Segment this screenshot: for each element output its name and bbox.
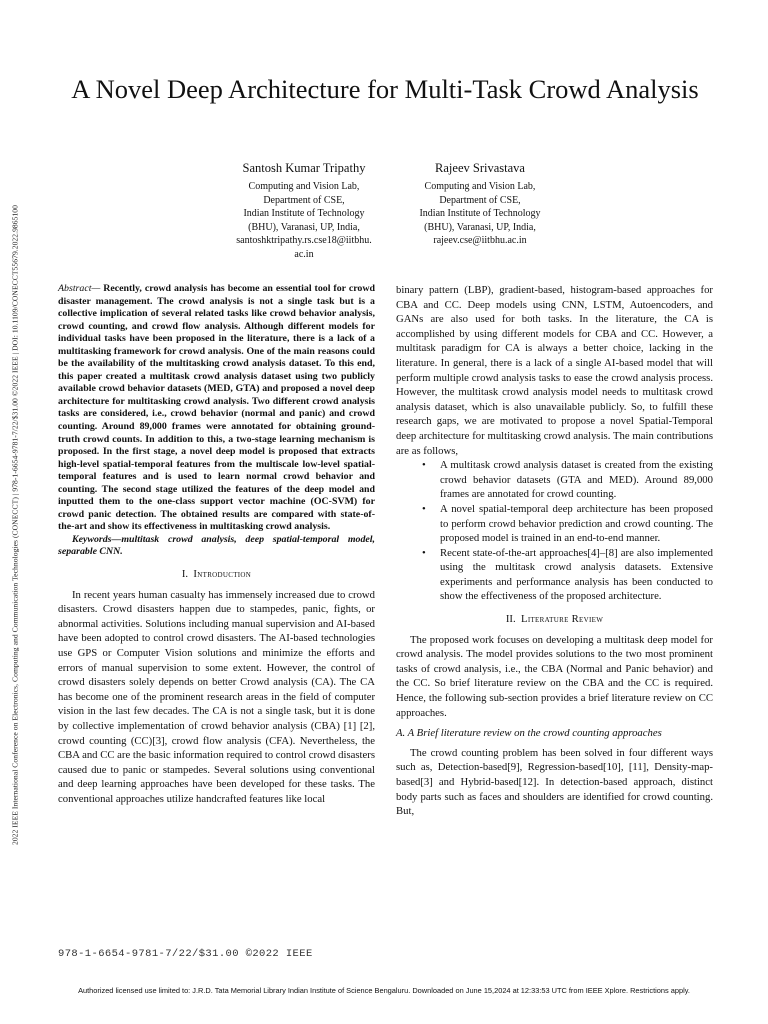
author-affiliation-line: Computing and Vision Lab,	[248, 181, 360, 192]
keywords	[58, 534, 375, 559]
author-email: santoshktripathy.rs.cse18@iitbhu.	[236, 235, 372, 247]
author-email: ac.in	[294, 248, 314, 260]
author-affiliation-line: Department of CSE,	[263, 194, 345, 206]
list-item: • A novel spatial-temporal deep architecture has been proposed to perform crowd behavior prediction and crowd counting. The proposed model is trained in an end-to-end manner.	[440, 502, 713, 546]
author-name: Santosh Kumar Tripathy	[242, 161, 366, 175]
section-number: II.	[505, 613, 516, 626]
contributions-list	[396, 458, 713, 604]
section-number: I.	[181, 568, 189, 581]
subsection-heading: A. A Brief literature review on the crowd counting approaches	[396, 727, 662, 740]
license-notice: Authorized licensed use limited to: J.R.D. Tata Memorial Library Indian Institute of Science Bengaluru. Downloaded on June 15,2024 at 12:33:53 UTC from IEEE Xplore. Restrictions apply.	[78, 986, 690, 995]
copyright-footer: 978-1-6654-9781-7/22/$31.00 ©2022 IEEE	[58, 948, 313, 960]
intro-paragraph: In recent years human casualty has immensely increased due to crowd disasters. Crowd disasters happen due to stampedes, panic, fights, or abnormal activities. Solutions including manual supervision and AI-based have been adopted to control crowd disasters. The AI-based technologies use GPS or Computer Vision solutions and minimize the efforts and errors of manual supervision to some extent. However, the control of crowd disasters solely depends on better Crowd analysis (CA). The CA has become one of the prominent research areas in the field of computer vision in the last few decades. The CA is not a single task, but it is done by collective implementation of crowd behavior analysis (CBA) [1] [2], crowd counting (CC)[3], crowd flow analysis (CFA). Nevertheless, the CBA and CC are the basic information required to control crowd disasters caused due to panic or stampedes. Several solutions using conventional and deep learning approaches have been developed for these tasks. The conventional approaches utilize handcrafted features like local	[58, 588, 375, 805]
author-affiliation-line: Indian Institute of Technology	[419, 208, 541, 220]
section-title: Introduction	[193, 568, 252, 581]
abstract-text: Recently, crowd analysis has become an essential tool for crowd disaster management. The crowd analysis is not a single task but is a collective implication of several related tasks like crowd behavior analysis, crowd counting, and crowd flow analysis. Although different models for individual tasks have been proposed in the literature, there is a lack of a multitasking framework for crowd analysis. One of the main reasons could be the availability of the multitasking crowd analysis dataset. To this end, this paper created a multitask crowd analysis dataset using two publicly available crowd behavior datasets (MED, GTA) and proposed a novel deep architecture for multitasking crowd analysis. Two different crowd analysis tasks are considered, i.e., crowd behavior (normal and panic) and crowd counting. Around 89,000 frames were annotated for obtaining ground-truth crowd counts. In addition to this, a two-stage learning mechanism is proposed. In the first stage, a novel deep model is proposed that extracts high-level spatial-temporal features from the multiscale low-level spatial-temporal features and is used to learn normal crowd behavior and counting. The second stage utilized the features of the deep model and inputted them to the one-class support vector machine (OC-SVM) for crowd panic detection. The obtained results are compared with state-of-the-art and show its effectiveness in multitasking crowd analysis.	[58, 283, 375, 533]
author-email: rajeev.cse@iitbhu.ac.in	[433, 235, 527, 247]
list-item: • A multitask crowd analysis dataset is created from the existing crowd behavior datasets (GTA and MED). Around 89,000 frames are annotated for crowd counting.	[440, 458, 713, 502]
abstract	[58, 283, 375, 534]
crowd-counting-paragraph: The crowd counting problem has been solved in four different ways such as, Detection-based[9], Regression-based[10], [11], Density-map-based[3] and Hybrid-based[12]. In detection-based approach, distinct body parts such as faces and shoulders are identified for crowd counting. But,	[396, 746, 713, 818]
literature-paragraph: The proposed work focuses on developing a multitask deep model for crowd analysis. The model provides solutions to the two most prominent tasks of crowd analysis, i.e., the CBA (Normal and Panic behavior) and the CC. So brief literature review on the CBA and the CC is required. Hence, the following sub-section provides a brief literature review on CC approaches.	[396, 633, 713, 719]
author-affiliation-line: Computing and Vision Lab,	[424, 181, 536, 192]
author-name: Rajeev Srivastava	[435, 161, 525, 175]
section-heading-introduction	[58, 567, 375, 582]
author-block-1	[222, 160, 386, 262]
author-affiliation-line: Department of CSE,	[439, 194, 521, 206]
author-affiliation-line: Indian Institute of Technology	[243, 208, 365, 220]
list-item: • Recent state-of-the-art approaches[4]–[8] are also implemented using the multitask crowd analysis datasets. Extensive experiments and performance analysis has been conducted to show the effectiveness of the proposed architecture.	[440, 546, 713, 604]
left-column	[58, 283, 375, 807]
intro-continued-paragraph: binary pattern (LBP), gradient-based, histogram-based approaches for CBA and CC. Deep models using CNN, LSTM, Autoencoders, and GANs are also used for both tasks. In the literature, the CA is accomplished by using different models for CBA and CC. However, a multitask paradigm for CA is always a better choice, lacking in the literature. In general, there is a lack of a single AI-based model that will perform multiple crowd analysis tasks to ease the crowd analysis process. However, the multitask crowd analysis model needs to multitask crowd analysis dataset, which is also unavailable publicly. So, to fulfill these research gaps, we are motivated to propose a novel Spatial-Temporal deep architecture for multitasking crowd analysis. The main contributions are as follows,	[396, 284, 713, 457]
paper-title: A Novel Deep Architecture for Multi-Task Crowd Analysis	[71, 74, 699, 104]
right-column	[396, 283, 713, 819]
sidebar-text: 2022 IEEE International Conference on Electronics, Computing and Communication Technologies (CONECCT) | 978-1-6654-9781-7/22/$31.00 ©2022 IEEE | DOI: 10.1109/CONECCT55679.2022.9865100	[10, 204, 20, 846]
section-title: Literature Review	[521, 613, 604, 626]
author-affiliation-line: (BHU), Varanasi, UP, India,	[248, 221, 360, 233]
keywords-text: multitask crowd analysis, deep spatial-temporal model, separable CNN.	[58, 533, 375, 558]
conference-sidebar	[4, 80, 26, 970]
author-block-2	[398, 160, 562, 248]
keywords-lead: Keywords—	[72, 533, 122, 545]
author-affiliation-line: (BHU), Varanasi, UP, India,	[424, 221, 536, 233]
abstract-lead: Abstract—	[58, 283, 101, 294]
section-heading-literature-review	[396, 612, 713, 627]
